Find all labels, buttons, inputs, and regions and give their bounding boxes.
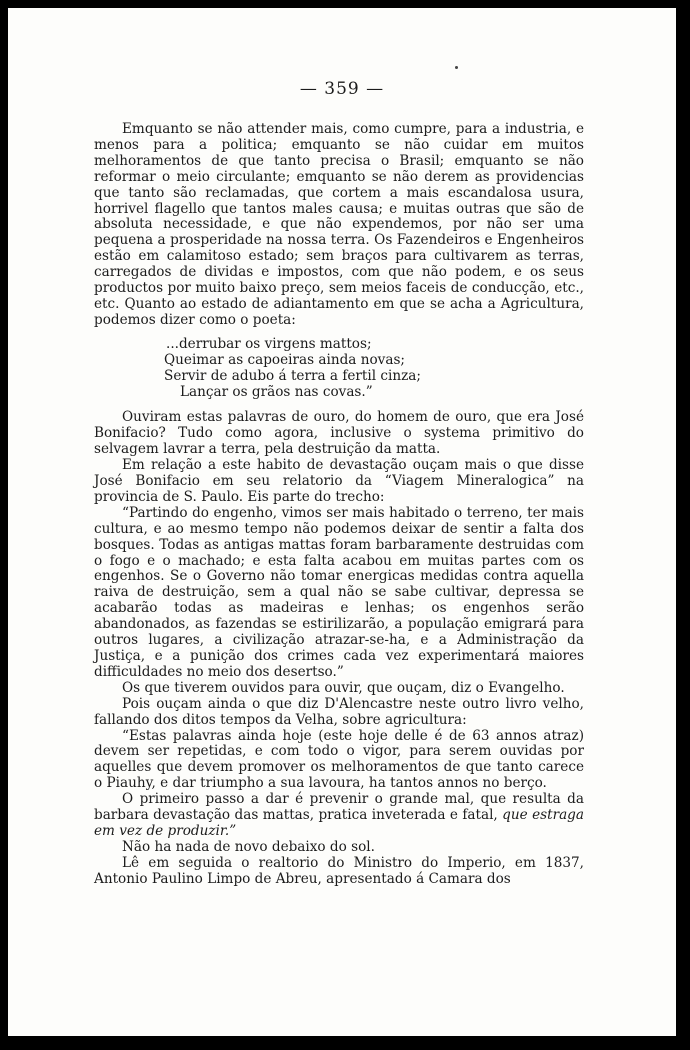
paragraph-nothing-new: Não ha nada de novo debaixo do sol.	[122, 838, 375, 855]
paragraph-agriculture-complaint: Emquanto se não attender mais, como cumpre, para a industria, e menos para a politica; emquanto se não cuidar em muitos melhoramentos de que tanto precisa o Brasil; emquanto se não reformar o meio circulante; emquanto se não derem as providencias que tanto são reclamadas, que cortem a mais escandalosa usura, horrivel flagello que tantos males causa; e muitas outras que são de absoluta necessidade, e que não expendemos, por não ser uma pequena a prosperidade na nossa terra. Os Fazendeiros e Engenheiros estão em calamitoso estado; sem braços para cultivarem as terras, carregados de dividas e impostos, com que não podem, e os seus productos por muito baixo preço, sem meios faceis de conducção, etc., etc. Quanto ao estado de adiantamento em que se acha a Agricultura, podemos dizer como o poeta:	[94, 121, 584, 328]
poem-quote	[94, 337, 584, 401]
ink-speck	[455, 66, 458, 69]
poem-line-1: ...derrubar os virgens mattos;	[166, 335, 372, 352]
book-page	[8, 8, 676, 1036]
first-step-text: O primeiro passo a dar é prevenir o grande mal, que resulta da barbara devastação das mattas, pratica inveterada e fatal,	[94, 791, 584, 824]
paragraph-first-step	[94, 792, 584, 840]
first-step-italic: que estraga em vez de produzir.”	[94, 807, 584, 839]
paragraph-dalencastre-quote: “Estas palavras ainda hoje (este hoje delle é de 63 annos atraz) devem ser repetidas, e com todo o vigor, para serem ouvidas por aquelles que devem promover os melhoramentos de que tanto carece o Piauhy, e dar triumpho a sua lavoura, ha tantos annos no berço.	[94, 727, 584, 792]
paragraph-evangelho: Os que tiverem ouvidos para ouvir, que ouçam, diz o Evangelho.	[122, 679, 565, 696]
poem-line-2: Queimar as capoeiras ainda novas;	[164, 351, 406, 368]
paragraph-dalencastre: Pois ouçam ainda o que diz D'Alencastre neste outro livro velho, fallando dos ditos tempos da Velha, sobre agricultura:	[94, 695, 584, 728]
poem-line-4: Lançar os grãos nas covas.”	[180, 383, 373, 400]
paragraph-minister-report: Lê em seguida o realtorio do Ministro do Imperio, em 1837, Antonio Paulino Limpo de Abreu, apresentado á Camara dos	[94, 854, 584, 887]
paragraph-devastation-habit: Em relação a este habito de devastação ouçam mais o que disse José Bonifacio em seu relatorio da “Viagem Mineralogica” na provincia de S. Paulo. Eis parte do trecho:	[94, 457, 584, 505]
page-body	[94, 122, 584, 888]
poem-line-3: Servir de adubo á terra a fertil cinza;	[164, 367, 421, 384]
page-number: — 359 —	[299, 79, 385, 99]
paragraph-words-of-gold: Ouviram estas palavras de ouro, do homem de ouro, que era José Bonifacio? Tudo como agora, inclusive o systema primitivo do selvagem lavrar a terra, pela destruição da matta.	[94, 409, 584, 458]
paragraph-report-quote: “Partindo do engenho, vimos ser mais habitado o terreno, ter mais cultura, e ao mesmo tempo não podemos deixar de sentir a falta dos bosques. Todas as antigas mattas foram barbaramente destruidas com o fogo e o machado; e esta falta acabou em muitas partes com os engenhos. Se o Governo não tomar energicas medidas contra aquella raiva de destruição, sem a qual não se sabe cultivar, depressa se acabarão todas as madeiras e lenhas; os engenhos serão abandonados, as fazendas se estirilizarão, a população emigrará para outros lugares, a civilização atrazar-se-ha, e a Administração da Justiça, e a punição dos crimes cada vez experimentará maiores difficuldades no meio dos desertso.”	[94, 504, 584, 680]
